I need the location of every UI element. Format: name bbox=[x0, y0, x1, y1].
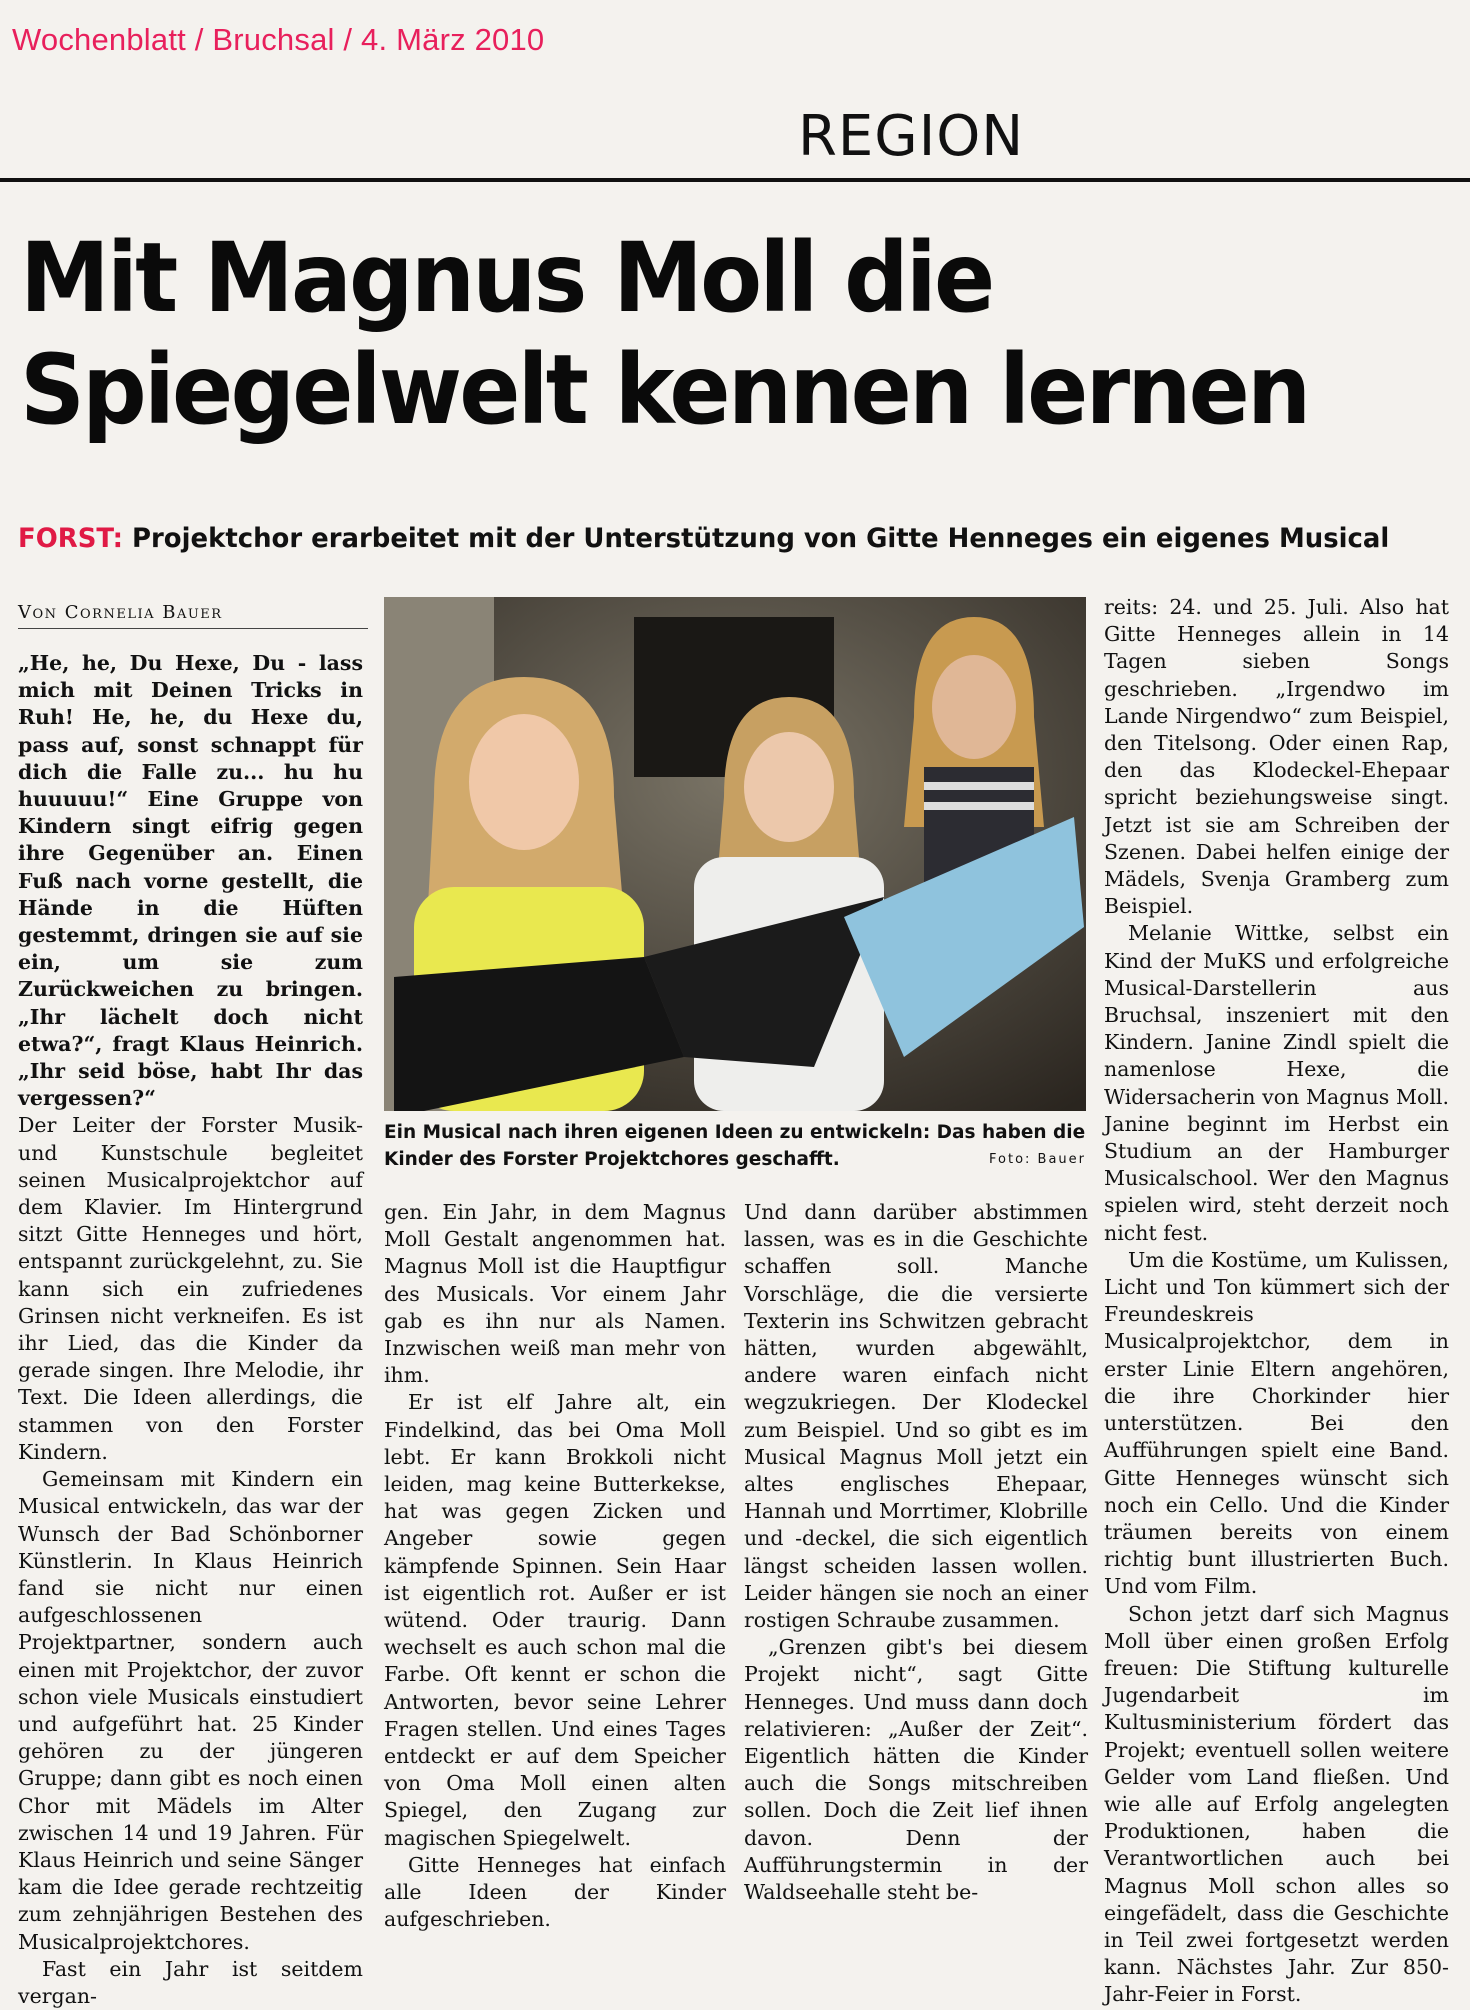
column-1 bbox=[18, 650, 363, 2010]
paragraph: Um die Kostüme, um Kulissen, Licht und Ton kümmert sich der Freundeskreis Musicalprojektchor, dem in erster Linie Eltern angehören, die ihre Chorkinder hier unterstützen. Bei den Aufführungen spielt eine Band. Gitte Henneges wünscht sich noch ein Cello. Und die Kinder träumen bereits von einem richtig bunt illustrierten Buch. Und vom Film. bbox=[1104, 1247, 1449, 1599]
subline-text: Projektchor erarbeitet mit der Unterstützung von Gitte Henneges ein eigenes Musical bbox=[132, 523, 1390, 554]
source-line: Wochenblatt / Bruchsal / 4. März 2010 bbox=[12, 22, 545, 57]
section-title: REGION bbox=[798, 104, 1025, 169]
section-rule bbox=[0, 178, 1470, 182]
paragraph: Schon jetzt darf sich Magnus Moll über einen großen Erfolg freuen: Die Stiftung kulturelle Jugendarbeit im Kultusministerium fördert das Projekt; eventuell sollen weitere Gelder vom Land fließen. Und wie alle auf Erfolg angelegten Produktionen, haben die Verantwortlichen auch bei Magnus Moll schon alles so eingefädelt, dass die Geschichte in Teil zwei fortgesetzt werden kann. Nächstes Jahr. Zur 850-Jahr-Feier in Forst. bbox=[1104, 1601, 1449, 2007]
subline-location: FORST: bbox=[18, 523, 123, 554]
paragraph: gen. Ein Jahr, in dem Magnus Moll Gestalt angenommen hat. Magnus Moll ist die Hauptfigur des Musicals. Vor einem Jahr gab es ihn nur als Namen. Inzwischen weiß man mehr von ihm. bbox=[384, 1200, 726, 1388]
paragraph: Melanie Wittke, selbst ein Kind der MuKS und erfolgreiche Musical-Darstellerin aus Bruchsal, inszeniert mit den Kindern. Janine Zindl spielt die namenlose Hexe, die Widersacherin von Magnus Moll. Janine beginnt im Herbst ein Studium an der Hamburger Musicalschool. Wer den Magnus spielen wird, steht derzeit noch nicht fest. bbox=[1104, 921, 1449, 1245]
photo-credit: Foto: Bauer bbox=[989, 1152, 1086, 1167]
photo-children-singing bbox=[384, 597, 1086, 1111]
byline: Von Cornelia Bauer bbox=[18, 602, 223, 623]
paragraph: „Grenzen gibt's bei diesem Projekt nicht“, sagt Gitte Henneges. Und muss dann doch relativieren: „Außer der Zeit“. Eigentlich hätten die Kinder auch die Songs mitschreiben sollen. Doch die Zeit lief ihnen davon. Denn der Aufführungstermin in der Waldseehalle steht be- bbox=[744, 1635, 1088, 1905]
paragraph: Der Leiter der Forster Musik- und Kunstschule begleitet seinen Musicalprojektchor auf dem Klavier. Im Hintergrund sitzt Gitte Henneges und hört, entspannt zurückgelehnt, zu. Sie kann sich ein zufriedenes Grinsen nicht verkneifen. Es ist ihr Lied, das die Kinder da gerade singen. Ihre Melodie, ihr Text. Die Ideen allerdings, die stammen von den Forster Kindern. bbox=[18, 1113, 363, 1464]
paragraph: Und dann darüber abstimmen lassen, was es in die Geschichte schaffen soll. Manche Vorschläge, die die versierte Texterin ins Schwitzen gebracht hätten, wurden abgewählt, andere waren einfach nicht wegzukriegen. Der Klodeckel zum Beispiel. Und so gibt es im Musical Magnus Moll jetzt ein altes englisches Ehepaar, Hannah und Morrtimer, Klobrille und -deckel, die sich eigentlich längst scheiden lassen wollen. Leider hängen sie noch an einer rostigen Schraube zusammen. bbox=[744, 1200, 1088, 1633]
column-3 bbox=[744, 1199, 1088, 1906]
photo bbox=[384, 597, 1086, 1111]
paragraph: reits: 24. und 25. Juli. Also hat Gitte Henneges allein in 14 Tagen sieben Songs geschrieben. „Irgendwo im Lande Nirgendwo“ zum Beispiel, den Titelsong. Oder einen Rap, den das Klodeckel-Ehepaar spricht beziehungsweise singt. Jetzt ist sie am Schreiben der Szenen. Dabei helfen einige der Mädels, Svenja Gramberg zum Beispiel. bbox=[1104, 595, 1449, 919]
column-2 bbox=[384, 1199, 726, 1933]
headline-line-1: Mit Magnus Moll die bbox=[20, 222, 993, 334]
byline-rule bbox=[18, 628, 368, 629]
column-4 bbox=[1104, 594, 1449, 2009]
paragraph: Er ist elf Jahre alt, ein Findelkind, das bei Oma Moll lebt. Er kann Brokkoli nicht leiden, mag keine Butterkekse, hat was gegen Zicken und Angeber sowie gegen kämpfende Spinnen. Sein Haar ist eigentlich rot. Außer er ist wütend. Oder traurig. Dann wechselt es auch schon mal die Farbe. Oft kennt er schon die Antworten, bevor seine Lehrer Fragen stellen. Und eines Tages entdeckt er auf dem Speicher von Oma Moll einen alten Spiegel, den Zugang zur magischen Spiegelwelt. bbox=[384, 1390, 726, 1850]
paragraph: Gemeinsam mit Kindern ein Musical entwickeln, das war der Wunsch der Bad Schönborner Künstlerin. In Klaus Heinrich fand sie nicht nur einen aufgeschlossenen Projektpartner, sondern auch einen mit Projektchor, der zuvor schon viele Musicals einstudiert und aufgeführt hat. 25 Kinder gehören zu der jüngeren Gruppe; dann gibt es noch einen Chor mit Mädels im Alter zwischen 14 und 19 Jahren. Für Klaus Heinrich und seine Sänger kam die Idee gerade rechtzeitig zum zehnjährigen Bestehen des Musicalprojektchores. bbox=[18, 1467, 363, 1954]
headline-line-2: Spiegelwelt kennen lernen bbox=[20, 334, 1309, 446]
photo-caption bbox=[384, 1119, 1086, 1173]
paragraph: Fast ein Jahr ist seitdem vergan- bbox=[18, 1956, 363, 2008]
headline bbox=[20, 222, 1374, 446]
subline bbox=[18, 523, 1389, 554]
caption-text: Ein Musical nach ihren eigenen Ideen zu entwickeln: Das haben die Kinder des Forster Projektchores geschafft. bbox=[384, 1122, 1086, 1170]
lead-paragraph: „He, he, Du Hexe, Du - lass mich mit Deinen Tricks in Ruh! He, he, du Hexe du, pass auf, sonst schnappt für dich die Falle zu... hu hu huuuuu!“ Eine Gruppe von Kindern singt eifrig gegen ihre Gegenüber an. Einen Fuß nach vorne gestellt, die Hände in die Hüften gestemmt, dringen sie auf sie ein, um sie zum Zurückweichen zu bringen. „Ihr lächelt doch nicht etwa?“, fragt Klaus Heinrich. „Ihr seid böse, habt Ihr das vergessen?“ bbox=[18, 651, 363, 1111]
paragraph: Gitte Henneges hat einfach alle Ideen der Kinder aufgeschrieben. bbox=[384, 1852, 726, 1932]
